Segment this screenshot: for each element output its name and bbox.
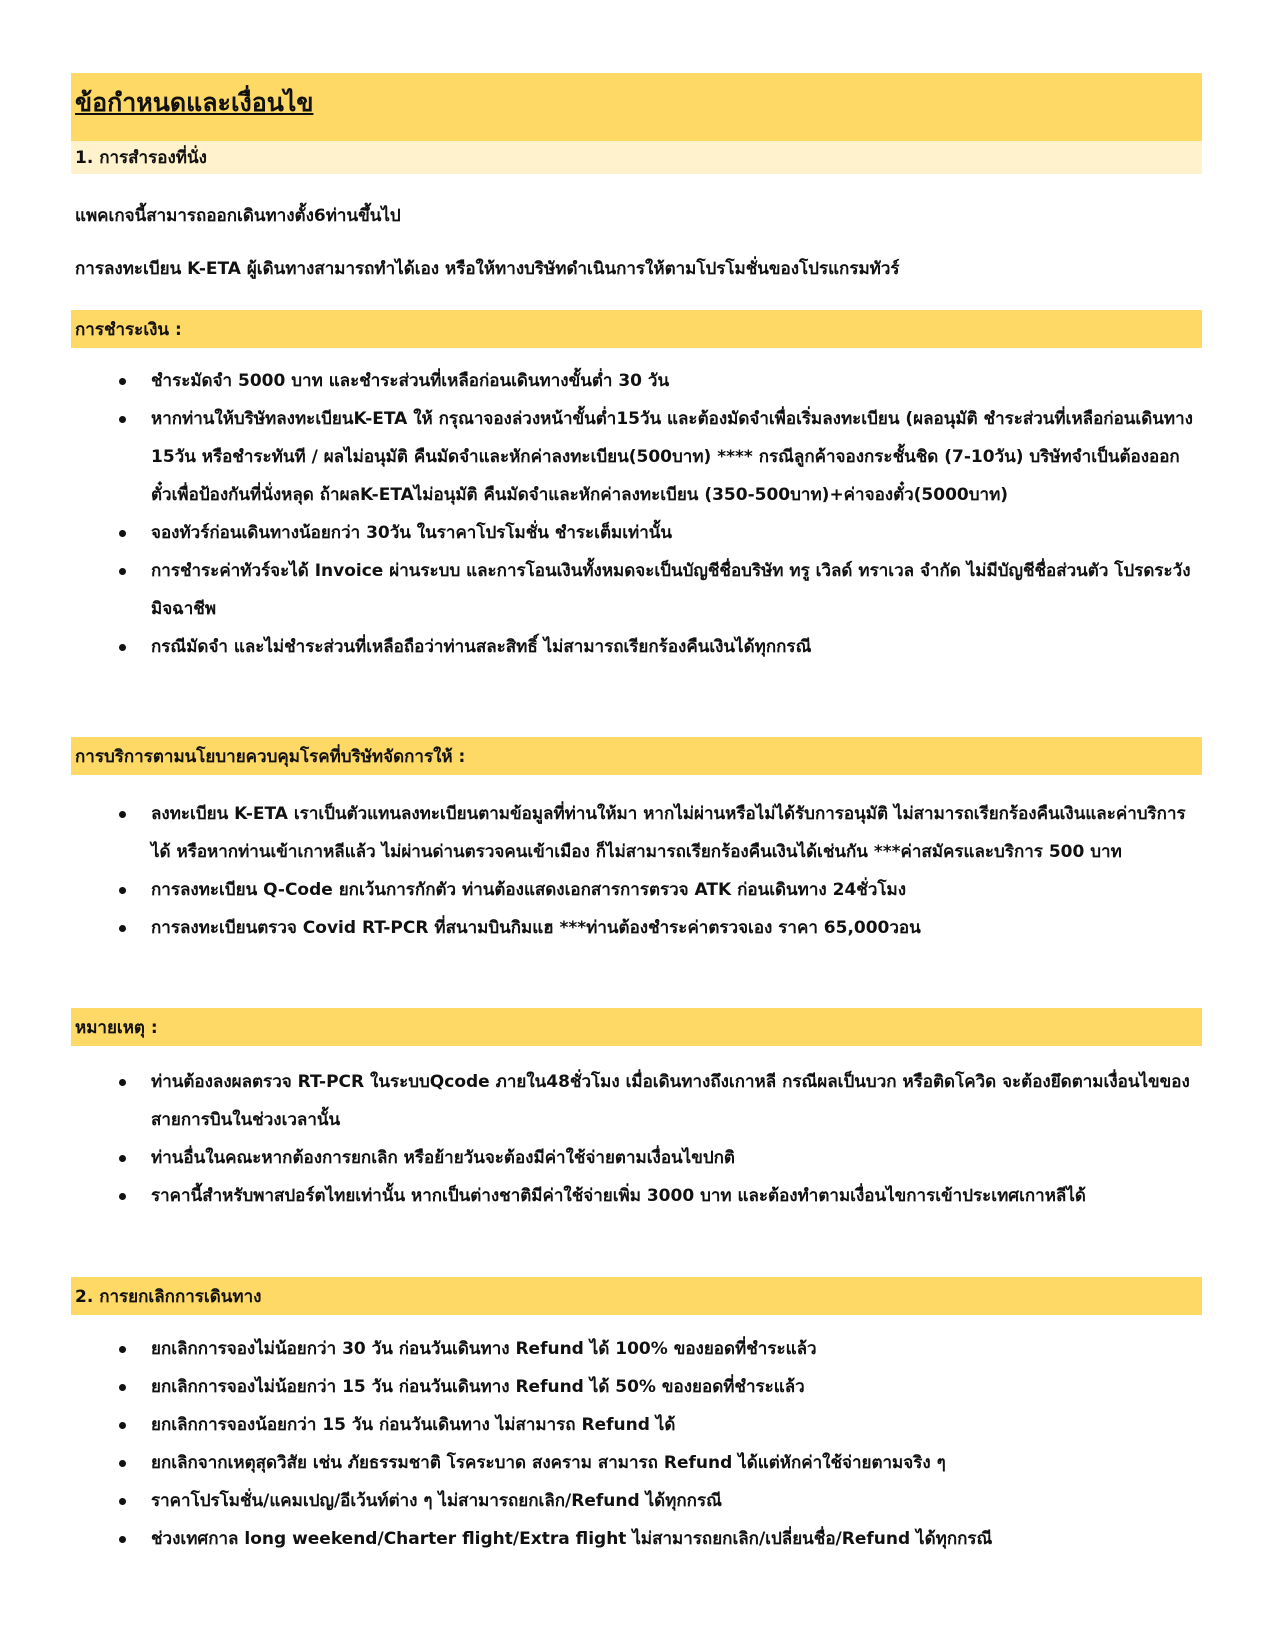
- list-item: ยกเลิกการจองไม่น้อยกว่า 30 วัน ก่อนวันเดินทาง Refund ได้ 100% ของยอดที่ชำระแล้ว: [151, 1330, 1196, 1368]
- list-item: ยกเลิกการจองน้อยกว่า 15 วัน ก่อนวันเดินทาง ไม่สามารถ Refund ได้: [151, 1406, 1196, 1444]
- notes-list: [0, 1063, 1275, 1215]
- section-heading-covid: การบริการตามนโยบายควบคุมโรคที่บริษัทจัดการให้ :: [71, 737, 1202, 775]
- covid-list: [0, 795, 1275, 947]
- list-item: การชำระค่าทัวร์จะได้ Invoice ผ่านระบบ และการโอนเงินทั้งหมดจะเป็นบัญชีชื่อบริษัท ทรู เวิลด์ ทราเวล จำกัด ไม่มีบัญชีชื่อส่วนตัว โปรดระวังมิจฉาชีพ: [151, 552, 1196, 628]
- cancel-list: [0, 1330, 1275, 1558]
- list-item: การลงทะเบียนตรวจ Covid RT-PCR ที่สนามบินกิมแฮ ***ท่านต้องชำระค่าตรวจเอง ราคา 65,000วอน: [151, 909, 1196, 947]
- section-heading-cancel: 2. การยกเลิกการเดินทาง: [71, 1277, 1202, 1315]
- payment-list: [0, 362, 1275, 666]
- list-item: ยกเลิกการจองไม่น้อยกว่า 15 วัน ก่อนวันเดินทาง Refund ได้ 50% ของยอดที่ชำระแล้ว: [151, 1368, 1196, 1406]
- section-heading-booking: 1. การสำรองที่นั่ง: [71, 141, 1202, 174]
- list-item: ท่านอื่นในคณะหากต้องการยกเลิก หรือย้ายวันจะต้องมีค่าใช้จ่ายตามเงื่อนไขปกติ: [151, 1139, 1196, 1177]
- list-item: ยกเลิกจากเหตุสุดวิสัย เช่น ภัยธรรมชาติ โรคระบาด สงคราม สามารถ Refund ได้แต่หักค่าใช้จ่ายตามจริง ๆ: [151, 1444, 1196, 1482]
- list-item: ชำระมัดจำ 5000 บาท และชำระส่วนที่เหลือก่อนเดินทางขั้นต่ำ 30 วัน: [151, 362, 1196, 400]
- list-item: ราคาโปรโมชั่น/แคมเปญ/อีเว้นท์ต่าง ๆ ไม่สามารถยกเลิก/Refund ได้ทุกกรณี: [151, 1482, 1196, 1520]
- list-item: กรณีมัดจำ และไม่ชำระส่วนที่เหลือถือว่าท่านสละสิทธิ์ ไม่สามารถเรียกร้องคืนเงินได้ทุกกรณี: [151, 628, 1196, 666]
- list-item: ราคานี้สำหรับพาสปอร์ตไทยเท่านั้น หากเป็นต่างชาติมีค่าใช้จ่ายเพิ่ม 3000 บาท และต้องทำตามเงื่อนไขการเข้าประเทศเกาหลีได้: [151, 1177, 1196, 1215]
- section-heading-payment: การชำระเงิน :: [71, 310, 1202, 348]
- page-title: ข้อกำหนดและเงื่อนไข: [71, 73, 1202, 141]
- section-heading-notes: หมายเหตุ :: [71, 1008, 1202, 1046]
- booking-line-1: แพคเกจนี้สามารถออกเดินทางตั้ง6ท่านขึ้นไป: [75, 206, 401, 226]
- list-item: ช่วงเทศกาล long weekend/Charter flight/Extra flight ไม่สามารถยกเลิก/เปลี่ยนชื่อ/Refund ได้ทุกกรณี: [151, 1520, 1196, 1558]
- list-item: ลงทะเบียน K-ETA เราเป็นตัวแทนลงทะเบียนตามข้อมูลที่ท่านให้มา หากไม่ผ่านหรือไม่ได้รับการอนุมัติ ไม่สามารถเรียกร้องคืนเงินและค่าบริการได้ หรือหากท่านเข้าเกาหลีแล้ว ไม่ผ่านด่านตรวจคนเข้าเมือง ก็ไม่สามารถเรียกร้องคืนเงินได้เช่นกัน ***ค่าสมัครและบริการ 500 บาท: [151, 795, 1196, 871]
- list-item: การลงทะเบียน Q-Code ยกเว้นการกักตัว ท่านต้องแสดงเอกสารการตรวจ ATK ก่อนเดินทาง 24ชั่วโมง: [151, 871, 1196, 909]
- booking-line-2: การลงทะเบียน K-ETA ผู้เดินทางสามารถทำได้เอง หรือให้ทางบริษัทดำเนินการให้ตามโปรโมชั่นของโปรแกรมทัวร์: [75, 259, 900, 279]
- list-item: ท่านต้องลงผลตรวจ RT-PCR ในระบบQcode ภายใน48ชั่วโมง เมื่อเดินทางถึงเกาหลี กรณีผลเป็นบวก หรือติดโควิด จะต้องยึดตามเงื่อนไขของสายการบินในช่วงเวลานั้น: [151, 1063, 1196, 1139]
- list-item: หากท่านให้บริษัทลงทะเบียนK-ETA ให้ กรุณาจองล่วงหน้าขั้นต่ำ15วัน และต้องมัดจำเพื่อเริ่มลงทะเบียน (ผลอนุมัติ ชำระส่วนที่เหลือก่อนเดินทาง 15วัน หรือชำระทันที / ผลไม่อนุมัติ คืนมัดจำและหักค่าลงทะเบียน(500บาท) **** กรณีลูกค้าจองกระชั้นชิด (7-10วัน) บริษัทจำเป็นต้องออกตั๋วเพื่อป้องกันที่นั่งหลุด ถ้าผลK-ETAไม่อนุมัติ คืนมัดจำและหักค่าลงทะเบียน (350-500บาท)+ค่าจองตั๋ว(5000บาท): [151, 400, 1196, 514]
- list-item: จองทัวร์ก่อนเดินทางน้อยกว่า 30วัน ในราคาโปรโมชั่น ชำระเต็มเท่านั้น: [151, 514, 1196, 552]
